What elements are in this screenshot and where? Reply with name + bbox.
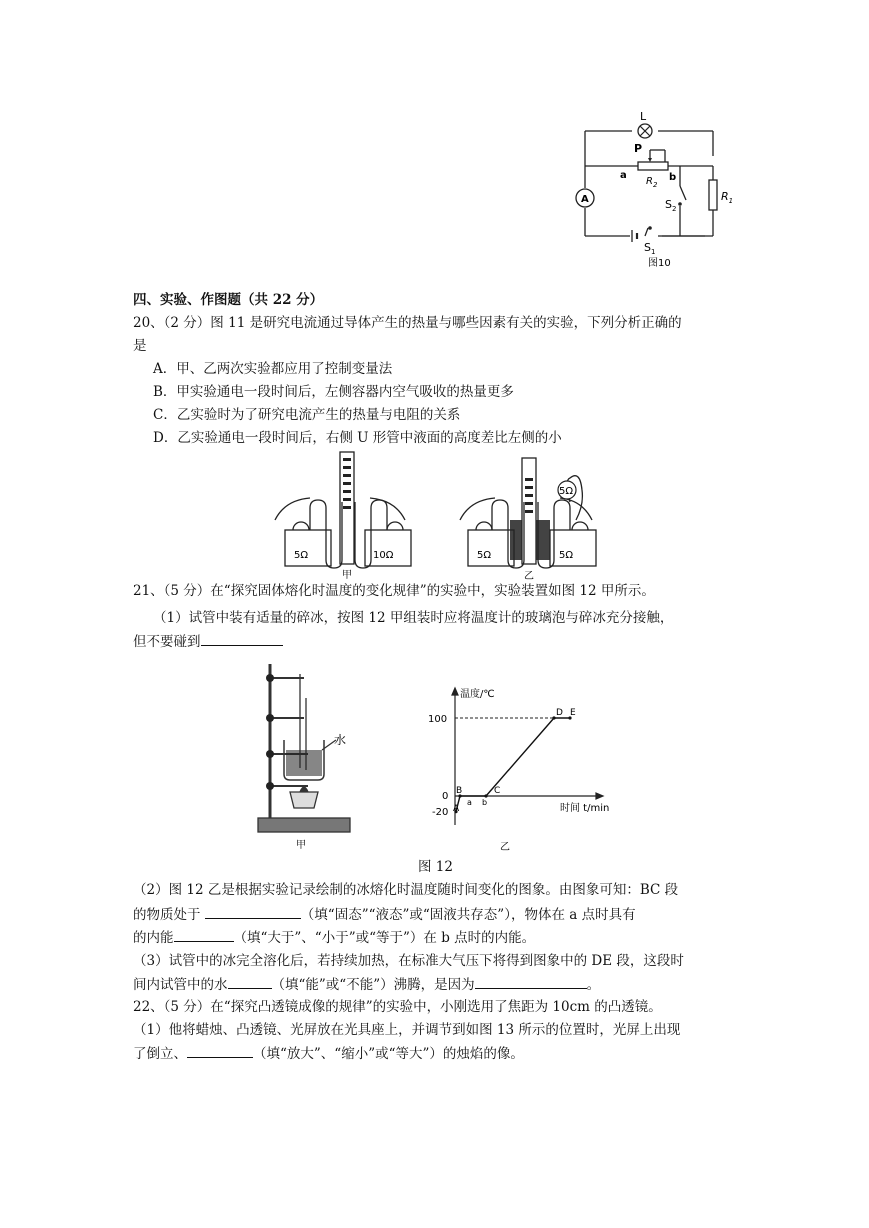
chart-series-line	[456, 718, 570, 812]
chart-point-label-a: a	[467, 798, 472, 807]
q21-stem: 21、（5 分）在“探究固体熔化时温度的变化规律”的实验中，实验装置如图 12 甲所示。	[133, 583, 655, 599]
fig10-label-b: b	[669, 172, 677, 183]
q20-stem-line1: 20、（2 分）图 11 是研究电流通过导体产生的热量与哪些因素有关的实验，下列分析正确的	[133, 315, 682, 331]
yi-top-resistance: 5Ω	[559, 486, 574, 497]
jia-left-resistance: 5Ω	[294, 550, 309, 561]
q21-part3-line2: 间内试管中的水 （填“能”或“不能”）沸腾，是因为 。	[133, 974, 600, 995]
fig10-label-L: L	[640, 110, 647, 123]
resistor-r1	[709, 180, 717, 210]
q20-option-d: D．乙实验通电一段时间后，右侧 U 形管中液面的高度差比左侧的小	[153, 430, 562, 446]
q20-stem-line2: 是	[133, 338, 147, 354]
fig10-label-P: P	[634, 142, 643, 155]
chart-point-label-A: A	[453, 804, 460, 814]
chart-xlabel: 时间 t/min	[560, 803, 610, 814]
jia-right-resistance: 10Ω	[373, 550, 394, 561]
chart-ytick-neg20: -20	[432, 807, 449, 818]
q21-part2-line3: 的内能 （填“大于”、“小于”或“等于”）在 b 点时的内能。	[133, 927, 535, 948]
chart-point-label-D: D	[556, 708, 563, 718]
q21-part1-line1: （1）试管中装有适量的碎冰，按图 12 甲组装时应将温度计的玻璃泡与碎冰充分接触，	[153, 610, 674, 626]
circuit-figure-10	[570, 108, 734, 269]
q22-part1-line1: （1）他将蜡烛、凸透镜、光屏放在光具座上，并调节到如图 13 所示的位置时，光屏上出现	[133, 1022, 681, 1038]
fig12-jia-caption: 甲	[296, 840, 306, 851]
fig10-label-r1: $R_1$	[721, 190, 734, 205]
q22-part1-line2: 了倒立、 （填“放大”、“缩小”或“等大”）的烛焰的像。	[133, 1043, 524, 1064]
fig10-label-s2: $S_2$	[665, 198, 677, 213]
q21-blank-1[interactable]	[201, 631, 283, 646]
q21-part2-line1: （2）图 12 乙是根据实验记录绘制的冰熔化时温度随时间变化的图象。由图象可知：BC 段	[133, 882, 679, 898]
yi-right-resistance: 5Ω	[559, 550, 574, 561]
q21-blank-4[interactable]	[228, 974, 272, 989]
chart-ytick-100: 100	[428, 714, 448, 725]
fig10-label-s1: $S_1$	[644, 241, 656, 256]
yi-caption: 乙	[524, 571, 534, 582]
chart-point-label-E: E	[570, 708, 576, 718]
fig10-label-r2: $R_2$	[646, 176, 658, 189]
heating-experiment-figure-11	[270, 450, 610, 582]
jia-caption: 甲	[342, 570, 352, 581]
q21-blank-2[interactable]	[205, 904, 301, 919]
q22-stem: 22、（5 分）在“探究凸透镜成像的规律”的实验中，小刚选用了焦距为 10cm 的凸透镜。	[133, 999, 662, 1015]
chart-ytick-0: 0	[442, 791, 449, 802]
fig10-label-a-meter: A	[581, 194, 589, 205]
water-label: 水	[334, 733, 347, 747]
temperature-time-chart	[420, 685, 620, 855]
fig10-label-a: a	[620, 170, 627, 181]
section-title: 四、实验、作图题（共 22 分）	[133, 292, 324, 308]
q21-part1-line2: 但不要碰到	[133, 631, 283, 652]
melting-apparatus-figure-12-jia	[252, 658, 362, 854]
chart-ylabel: 温度/℃	[460, 689, 495, 700]
fig10-caption: 图10	[648, 258, 671, 269]
q20-option-b: B．甲实验通电一段时间后，左侧容器内空气吸收的热量更多	[153, 384, 514, 400]
q21-blank-3[interactable]	[174, 927, 234, 942]
fig12-caption: 图 12	[418, 859, 453, 875]
rheostat-r2	[638, 162, 668, 170]
yi-left-resistance: 5Ω	[477, 550, 492, 561]
q21-blank-5[interactable]	[475, 974, 587, 989]
q20-option-a: A．甲、乙两次实验都应用了控制变量法	[153, 361, 393, 377]
chart-point-label-b: b	[482, 798, 488, 807]
chart-point-label-B: B	[456, 786, 463, 796]
q21-part3-line1: （3）试管中的冰完全溶化后，若持续加热，在标准大气压下将得到图象中的 DE 段，这段时	[133, 953, 684, 969]
q20-option-c: C．乙实验时为了研究电流产生的热量与电阻的关系	[153, 407, 461, 423]
q21-part2-line2: 的物质处于 （填“固态”“液态”或“固液共存态”），物体在 a 点时具有	[133, 904, 636, 925]
q22-blank-1[interactable]	[187, 1043, 253, 1058]
fig12-yi-caption: 乙	[500, 842, 510, 853]
chart-point-label-C: C	[494, 786, 501, 796]
